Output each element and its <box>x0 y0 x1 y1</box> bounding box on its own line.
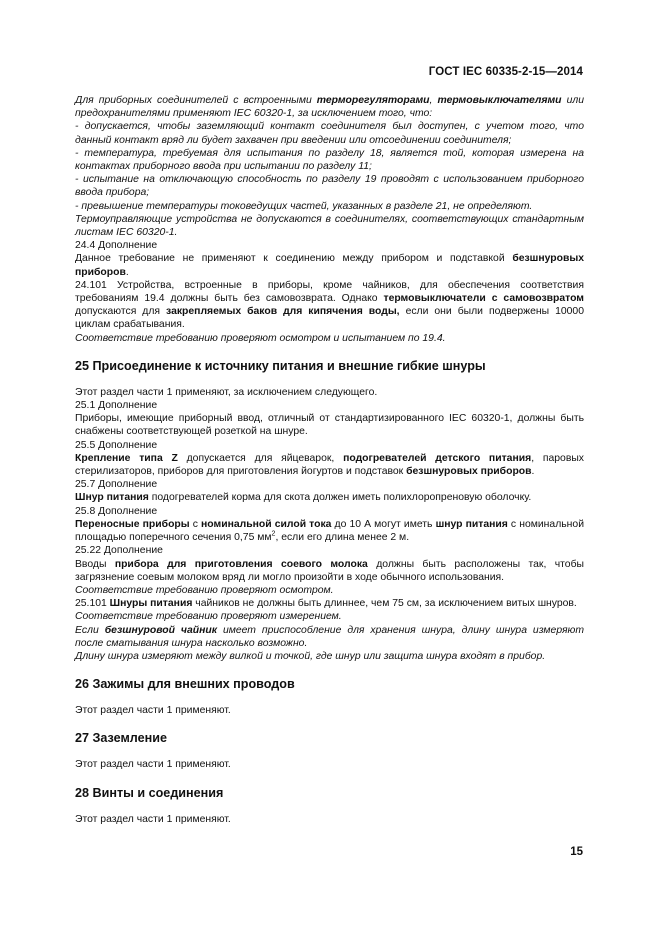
text: 24.101 Устройства, встроенные в приборы, кроме чайников, для обеспечения соответствия требованиям 19.4 должны быть без самовозврата. Однако <box>75 279 584 305</box>
paragraph <box>75 558 584 584</box>
paragraph: Этот раздел части 1 применяют. <box>75 759 231 771</box>
clause-number: 25.22 Дополнение <box>75 545 163 557</box>
term: номинальной силой тока <box>201 518 332 530</box>
clause-number: 25.8 Дополнение <box>75 505 158 517</box>
paragraph <box>75 624 584 650</box>
term: прибора для приготовления соевого молока <box>114 558 368 570</box>
text: . <box>125 266 129 278</box>
paragraph <box>75 279 584 332</box>
text: Данное требование не применяют к соединению между прибором и подставкой <box>75 253 513 265</box>
text: Если <box>75 624 105 636</box>
paragraph: Приборы, имеющие приборный ввод, отличный от стандартизированного IEC 60320-1, должны быть снабжены соответствующей розеткой на шнуре. <box>75 413 584 438</box>
paragraph <box>75 94 584 120</box>
term: термовыключатели с самовозвратом <box>383 293 584 305</box>
paragraph <box>75 452 584 478</box>
section-heading: 26 Зажимы для внешних проводов <box>75 677 295 692</box>
paragraph: - превышение температуры токоведущих частей, указанных в разделе 21, не определяют. <box>75 200 533 212</box>
paragraph: Соответствие требованию проверяют измерением. <box>75 611 342 623</box>
text: или предохранителями применяют IEC 60320-1, за исключением того, что: <box>75 95 584 120</box>
text: чайников не должны быть длиннее, чем 75 см, за исключением витых шнуров. <box>192 598 577 610</box>
term: шнур питания <box>435 518 508 530</box>
section-heading: 27 Заземление <box>75 731 167 746</box>
text: , <box>429 95 438 106</box>
text: с <box>189 518 202 530</box>
text: с номинальной площадью поперечного сечения 0,75 мм <box>75 518 584 544</box>
page-content <box>75 94 584 826</box>
document-header: ГОСТ IEC 60335-2-15—2014 <box>428 66 583 78</box>
term: Шнуры питания <box>109 598 193 610</box>
paragraph: Соответствие требованию проверяют осмотром и испытанием по 19.4. <box>75 332 446 344</box>
text: Для приборных соединителей с встроенными <box>75 95 317 106</box>
text: . <box>531 466 535 478</box>
paragraph <box>75 518 584 544</box>
text: подогревателей корма для скота должен иметь полихлоропреновую оболочку. <box>148 492 532 504</box>
paragraph: - температура, требуемая для испытания по разделу 18, является той, которая измерена на контактах приборного ввода при испытании по разделу 11; <box>75 147 584 173</box>
paragraph <box>75 252 584 278</box>
term: Переносные приборы <box>75 518 190 530</box>
section-heading: 25 Присоединение к источнику питания и внешние гибкие шнуры <box>75 358 486 373</box>
paragraph: Этот раздел части 1 применяют. <box>75 705 231 717</box>
paragraph: Этот раздел части 1 применяют, за исключением следующего. <box>75 386 378 398</box>
paragraph: Этот раздел части 1 применяют. <box>75 813 231 825</box>
term: Шнур питания <box>75 492 149 504</box>
paragraph: - испытание на отключающую способность по разделу 19 проводят с использованием приборного ввода прибора; <box>75 174 584 199</box>
paragraph: Термоуправляющие устройства не допускаются в соединителях, соответствующих стандартным листам IEC 60320-1. <box>75 213 584 239</box>
clause-number: 24.4 Дополнение <box>75 240 158 252</box>
text: 25.101 <box>75 598 110 610</box>
term: безшнуровых приборов <box>406 466 532 478</box>
term: подогревателей детского питания <box>343 452 532 464</box>
term: безшнуровой чайник <box>104 624 217 636</box>
text: имеет приспособление для хранения шнура, длину шнура измеряют после сматывания шнура насколько возможно. <box>75 624 584 649</box>
text: допускаются для <box>75 306 167 318</box>
term: закрепляемых баков для кипячения воды, <box>166 306 400 318</box>
text: если они были подвержены 10000 циклам срабатывания. <box>75 306 584 331</box>
paragraph: Соответствие требованию проверяют осмотром. <box>75 584 334 596</box>
term: Крепление типа Z <box>75 452 178 464</box>
text: допускается для яйцеварок, <box>177 452 344 464</box>
paragraph <box>75 491 584 504</box>
section-heading: 28 Винты и соединения <box>75 785 224 800</box>
term: термовыключателями <box>437 95 562 106</box>
clause-number: 25.7 Дополнение <box>75 479 158 491</box>
paragraph <box>75 597 584 610</box>
clause-number: 25.5 Дополнение <box>75 439 158 451</box>
paragraph: - допускается, чтобы заземляющий контакт соединителя был доступен, с учетом того, что данный контакт вряд ли будет захвачен при введении или отсоединении соединителя; <box>75 121 584 146</box>
term: безшнуровых приборов <box>75 253 584 278</box>
text: Вводы <box>75 558 115 570</box>
page-number: 15 <box>570 846 583 858</box>
text: , паровых стерилизаторов, приборов для приготовления йогуртов и подставок <box>75 452 585 478</box>
text: , если его длина менее 2 м. <box>275 532 410 544</box>
clause-number: 25.1 Дополнение <box>75 400 158 412</box>
superscript: 2 <box>271 530 276 538</box>
text: должны быть расположены так, чтобы загрязнение соевым молоком вряд ли могло произойти в ходе обычного использования. <box>75 558 584 583</box>
text: до 10 А могут иметь <box>331 518 436 530</box>
term: терморегуляторами <box>316 95 430 106</box>
paragraph: Длину шнура измеряют между вилкой и точкой, где шнур или защита шнура входят в прибор. <box>75 650 546 662</box>
